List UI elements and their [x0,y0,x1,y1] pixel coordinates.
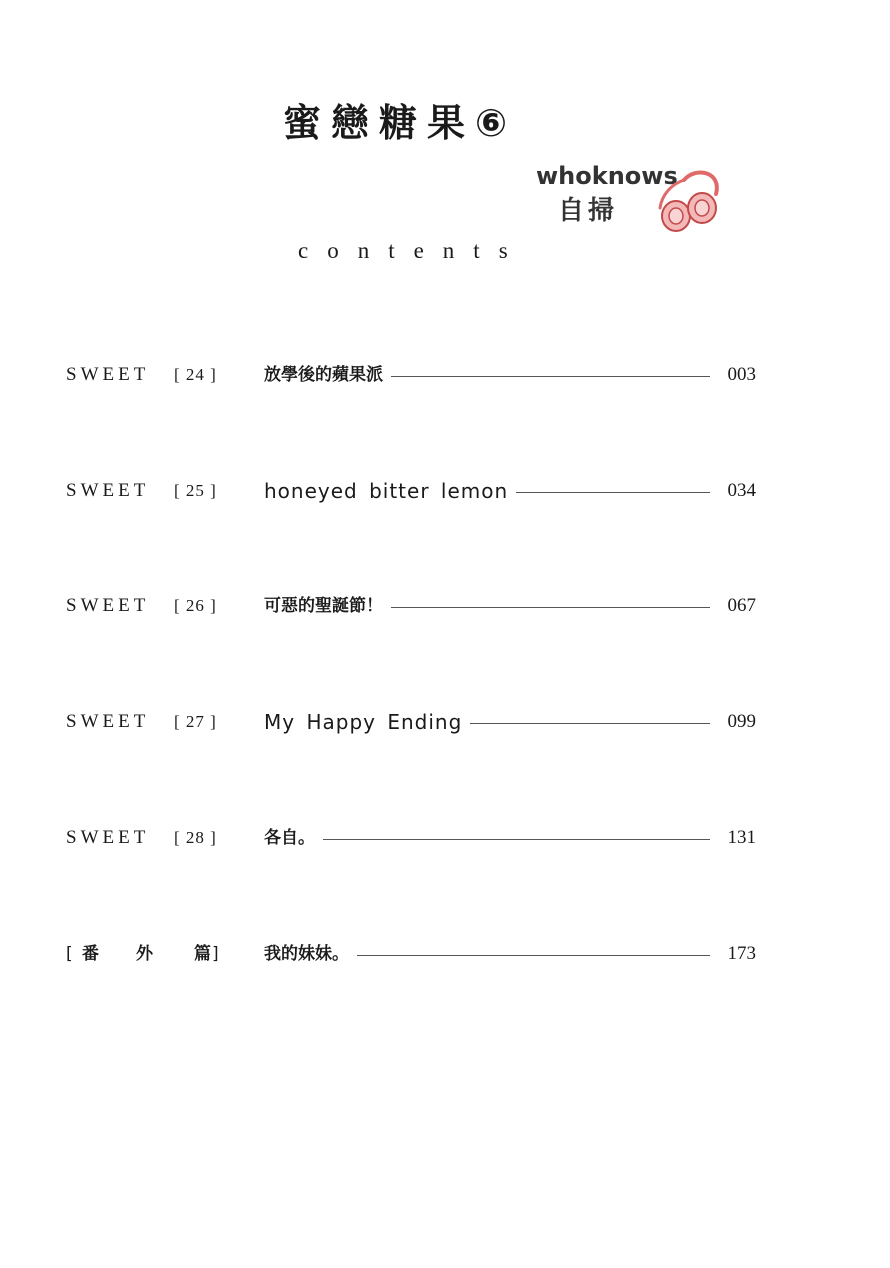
toc-entry [66,707,756,737]
extra-label-char: 篇 [194,944,211,964]
toc-title: 各自。 [264,823,323,853]
toc-entry [66,476,756,506]
toc-page-number: 131 [727,827,756,848]
toc-number: [ 28 ] [174,828,217,847]
toc-title: 我的妹妹。 [264,939,357,969]
toc-entry [66,823,756,853]
toc-entry [66,591,756,621]
extra-label-char: 外 [136,944,153,964]
toc-leader-line [264,839,710,840]
toc-number: [ 26 ] [174,596,217,615]
contents-heading: contents [298,238,527,263]
bracket-open: [ [66,944,73,964]
toc-page-number: 173 [727,943,756,964]
toc-page-number: 067 [727,595,756,616]
book-title: 蜜戀糖果⑥ [283,101,518,145]
scanlation-watermark [536,160,726,240]
toc-number: [ 25 ] [174,481,217,500]
toc-label: SWEET [66,480,150,501]
toc-label: SWEET [66,711,150,732]
headphones-logo-icon [644,164,724,234]
toc-title: 可惡的聖誕節！ [264,591,391,621]
toc-label: SWEET [66,827,150,848]
toc-entry [66,360,756,390]
toc-page-number: 099 [727,711,756,732]
toc-title: My Happy Ending [264,707,470,737]
toc-number: [ 27 ] [174,712,217,731]
watermark-subtext: 自掃 [558,196,619,226]
toc-entry-extra [66,939,756,969]
toc-title: 放學後的蘋果派 [264,360,391,390]
toc-label: SWEET [66,595,150,616]
extra-label-char: 番 [82,944,99,964]
toc-label: SWEET [66,364,150,385]
watermark-text: whoknows [536,162,678,190]
toc-page-number: 003 [727,364,756,385]
toc-title: honeyed bitter lemon [264,476,516,506]
bracket-close: ] [212,944,219,964]
toc-page-number: 034 [727,480,756,501]
toc-number: [ 24 ] [174,365,217,384]
